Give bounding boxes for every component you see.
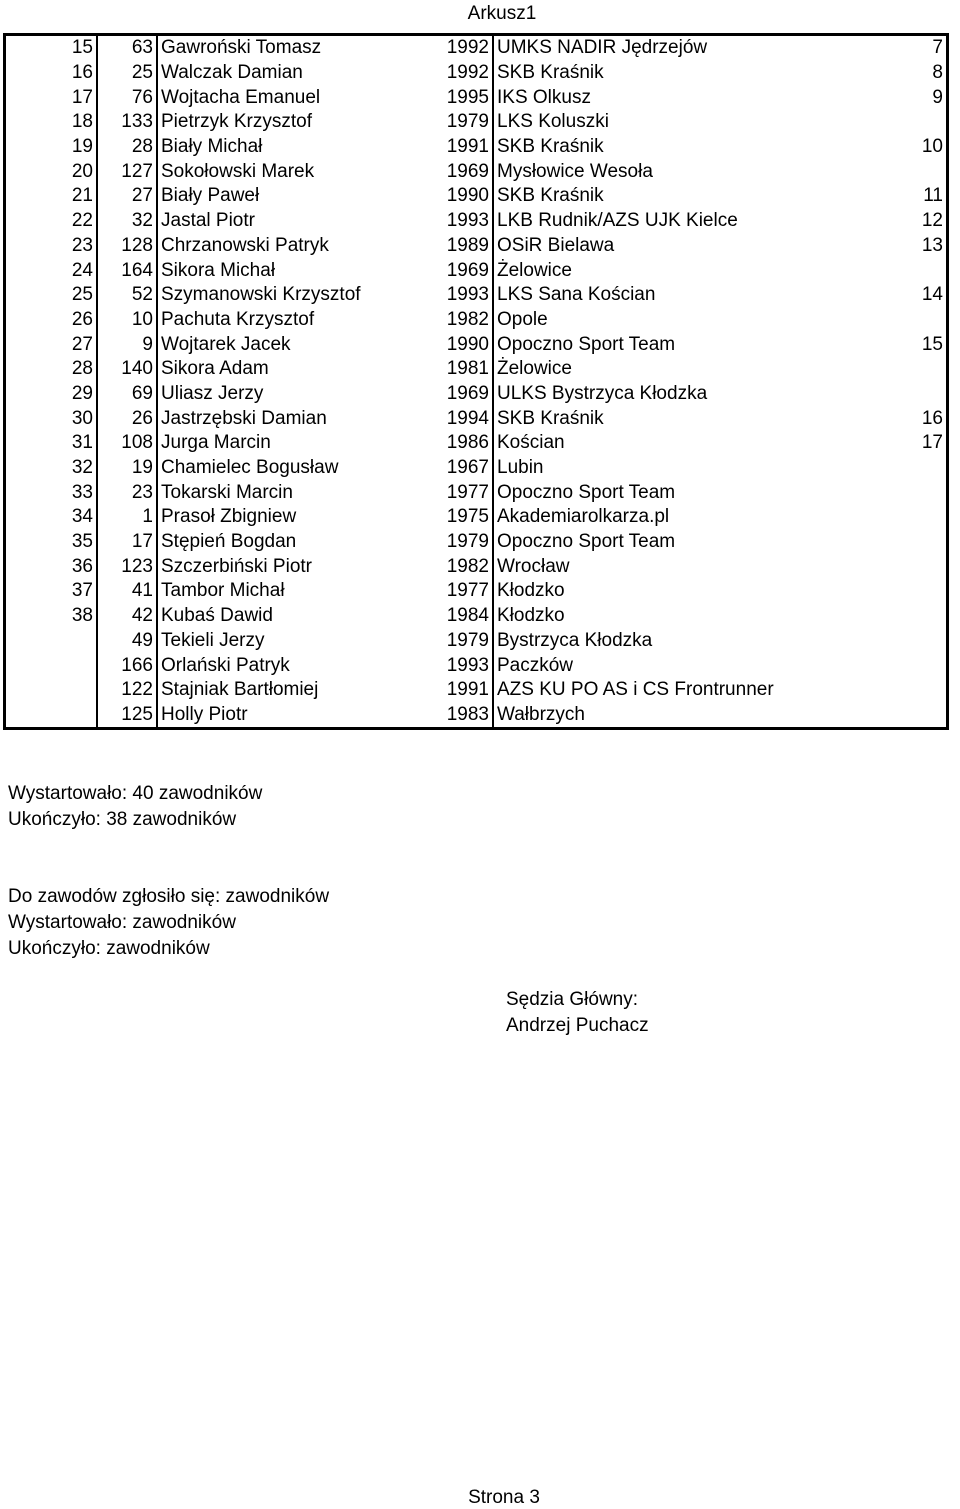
birth-year-cell: 1992 [442,35,493,61]
results-table-body [5,35,948,729]
table-row [5,629,948,654]
birth-year-cell: 1969 [442,159,493,184]
club-cell: Opole [497,308,548,330]
competitor-name-cell: Wojtacha Emanuel [161,86,321,108]
place-cell: 17 [5,85,98,110]
competitor-name-cell: Stajniak Bartłomiej [161,679,319,701]
table-row [5,110,948,135]
place-cell: 36 [5,554,98,579]
table-row [5,456,948,481]
place-cell: 38 [5,604,98,629]
bib-number-cell: 76 [97,85,157,110]
table-row [5,85,948,110]
place-cell: 31 [5,431,98,456]
category-place-cell [840,678,948,703]
competitor-name-cell: Chrzanowski Patryk [161,234,329,256]
bib-number-cell: 49 [97,629,157,654]
table-row [5,61,948,86]
competitor-name-cell: Orlański Patryk [161,654,290,676]
category-place-cell [840,629,948,654]
birth-year-cell: 1979 [442,530,493,555]
place-cell: 19 [5,135,98,160]
chief-judge-title: Sędzia Główny: [506,989,639,1010]
bib-number-cell: 123 [97,554,157,579]
birth-year-cell: 1993 [442,653,493,678]
table-row [5,554,948,579]
place-cell: 30 [5,406,98,431]
club-cell: Paczków [497,654,574,676]
place-cell [5,678,98,703]
bib-number-cell: 23 [97,480,157,505]
club-cell: Lubin [497,457,544,479]
bib-number-cell: 26 [97,406,157,431]
category-place-cell: 16 [921,407,943,429]
table-row [5,480,948,505]
category-place-cell: 14 [921,284,943,306]
bib-number-cell: 108 [97,431,157,456]
club-cell: IKS Olkusz [497,86,591,108]
club-cell: Kościan [497,432,565,454]
birth-year-cell: 1989 [442,234,493,259]
finished-count-text: Ukończyło: 38 zawodników [8,809,237,830]
table-row [5,234,948,259]
table-row [5,678,948,703]
category-place-cell [840,604,948,629]
club-cell: Żelowice [497,358,572,380]
bib-number-cell: 9 [97,332,157,357]
table-row [5,332,948,357]
club-cell: Żelowice [497,259,572,281]
competitor-name-cell: Biały Michał [161,136,263,158]
bib-number-cell: 1 [97,505,157,530]
competitor-name-cell: Holly Piotr [161,703,248,725]
category-place-cell: 7 [932,37,943,59]
category-place-cell [840,554,948,579]
table-row [5,530,948,555]
started-count-text: Wystartowało: 40 zawodników [8,783,263,804]
bib-number-cell: 166 [97,653,157,678]
birth-year-cell: 1969 [442,382,493,407]
birth-year-cell: 1967 [442,456,493,481]
club-cell: Mysłowice Wesoła [497,160,653,182]
bib-number-cell: 32 [97,209,157,234]
bib-number-cell: 69 [97,382,157,407]
club-cell: ULKS Bystrzyca Kłodzka [497,382,708,404]
table-row [5,135,948,160]
club-cell: OSiR Bielawa [497,234,615,256]
category-place-cell: 10 [921,136,943,158]
bib-number-cell: 10 [97,308,157,333]
place-cell: 21 [5,184,98,209]
table-row [5,308,948,333]
birth-year-cell: 1977 [442,579,493,604]
place-cell: 15 [5,35,98,61]
club-cell: Opoczno Sport Team [497,481,676,503]
results-table [3,33,949,730]
place-cell: 18 [5,110,98,135]
birth-year-cell: 1984 [442,604,493,629]
table-row [5,579,948,604]
category-place-cell [840,505,948,530]
club-cell: Opoczno Sport Team [497,531,676,553]
club-cell: LKS Koluszki [497,111,609,133]
birth-year-cell: 1990 [442,332,493,357]
bib-number-cell: 140 [97,357,157,382]
table-row [5,209,948,234]
club-cell: LKS Sana Kościan [497,284,656,306]
category-place-cell: 8 [932,62,943,84]
competitor-name-cell: Walczak Damian [161,62,303,84]
bib-number-cell: 63 [97,35,157,61]
competitor-name-cell: Sikora Adam [161,358,269,380]
bib-number-cell: 128 [97,234,157,259]
table-row [5,258,948,283]
club-cell: Kłodzko [497,580,565,602]
category-place-cell: 11 [923,185,943,207]
birth-year-cell: 1977 [442,480,493,505]
club-cell: Wrocław [497,555,570,577]
category-place-cell [840,110,948,135]
birth-year-cell: 1990 [442,184,493,209]
birth-year-cell: 1992 [442,61,493,86]
competitor-name-cell: Jastal Piotr [161,210,255,232]
competitor-name-cell: Jurga Marcin [161,432,271,454]
birth-year-cell: 1986 [442,431,493,456]
place-cell: 20 [5,159,98,184]
place-cell: 22 [5,209,98,234]
club-cell: SKB Kraśnik [497,136,604,158]
birth-year-cell: 1991 [442,135,493,160]
birth-year-cell: 1975 [442,505,493,530]
category-place-cell [840,357,948,382]
bib-number-cell: 127 [97,159,157,184]
place-cell: 34 [5,505,98,530]
place-cell [5,629,98,654]
club-cell: SKB Kraśnik [497,407,604,429]
birth-year-cell: 1991 [442,678,493,703]
category-place-cell [840,308,948,333]
chief-judge-block [506,987,649,1039]
category-place-cell [840,258,948,283]
category-place-cell [840,456,948,481]
competitor-name-cell: Tekieli Jerzy [161,629,265,651]
place-cell: 28 [5,357,98,382]
registration-finished-text: Ukończyło: zawodników [8,938,210,959]
bib-number-cell: 28 [97,135,157,160]
category-place-cell [840,703,948,729]
table-row [5,653,948,678]
competitor-name-cell: Prasoł Zbigniew [161,506,297,528]
bib-number-cell: 122 [97,678,157,703]
birth-year-cell: 1993 [442,209,493,234]
registration-started-text: Wystartowało: zawodników [8,912,236,933]
race-summary [8,781,262,833]
bib-number-cell: 19 [97,456,157,481]
category-place-cell [840,159,948,184]
bib-number-cell: 125 [97,703,157,729]
table-row [5,357,948,382]
competitor-name-cell: Stępień Bogdan [161,531,297,553]
category-place-cell: 17 [921,432,943,454]
bib-number-cell: 42 [97,604,157,629]
table-row [5,703,948,729]
competitor-name-cell: Tambor Michał [161,580,285,602]
category-place-cell: 9 [932,86,943,108]
place-cell: 35 [5,530,98,555]
competitor-name-cell: Tokarski Marcin [161,481,293,503]
birth-year-cell: 1983 [442,703,493,729]
place-cell [5,653,98,678]
competitor-name-cell: Kubaś Dawid [161,605,273,627]
club-cell: Opoczno Sport Team [497,333,676,355]
birth-year-cell: 1979 [442,110,493,135]
place-cell: 25 [5,283,98,308]
table-row [5,406,948,431]
birth-year-cell: 1994 [442,406,493,431]
club-cell: LKB Rudnik/AZS UJK Kielce [497,210,738,232]
category-place-cell [840,653,948,678]
place-cell: 37 [5,579,98,604]
competitor-name-cell: Pachuta Krzysztof [161,308,315,330]
category-place-cell [840,382,948,407]
category-place-cell: 12 [921,210,943,232]
birth-year-cell: 1993 [442,283,493,308]
place-cell [5,703,98,729]
place-cell: 24 [5,258,98,283]
sheet-title: Arkusz1 [467,3,537,24]
registered-text: Do zawodów zgłosiło się: zawodników [8,886,330,907]
club-cell: AZS KU PO AS i CS Frontrunner [497,679,774,701]
club-cell: Wałbrzych [497,703,585,725]
club-cell: Kłodzko [497,605,565,627]
page-number: Strona 3 [468,1487,540,1508]
category-place-cell [840,530,948,555]
table-row [5,431,948,456]
place-cell: 32 [5,456,98,481]
birth-year-cell: 1982 [442,308,493,333]
category-place-cell: 15 [921,333,943,355]
place-cell: 33 [5,480,98,505]
bib-number-cell: 52 [97,283,157,308]
birth-year-cell: 1982 [442,554,493,579]
competitor-name-cell: Uliasz Jerzy [161,382,264,404]
category-place-cell: 13 [921,234,943,256]
birth-year-cell: 1995 [442,85,493,110]
category-place-cell [840,480,948,505]
birth-year-cell: 1979 [442,629,493,654]
place-cell: 23 [5,234,98,259]
table-row [5,184,948,209]
club-cell: Akademiarolkarza.pl [497,506,670,528]
competitor-name-cell: Szymanowski Krzysztof [161,284,361,306]
place-cell: 16 [5,61,98,86]
table-row [5,604,948,629]
bib-number-cell: 27 [97,184,157,209]
bib-number-cell: 164 [97,258,157,283]
table-row [5,283,948,308]
category-place-cell [840,579,948,604]
place-cell: 26 [5,308,98,333]
club-cell: SKB Kraśnik [497,185,604,207]
table-row [5,505,948,530]
birth-year-cell: 1969 [442,258,493,283]
club-cell: UMKS NADIR Jędrzejów [497,37,708,59]
club-cell: Bystrzyca Kłodzka [497,629,653,651]
bib-number-cell: 25 [97,61,157,86]
table-row [5,382,948,407]
competitor-name-cell: Pietrzyk Krzysztof [161,111,312,133]
registration-summary [8,884,329,962]
competitor-name-cell: Wojtarek Jacek [161,333,291,355]
place-cell: 27 [5,332,98,357]
birth-year-cell: 1981 [442,357,493,382]
competitor-name-cell: Chamielec Bogusław [161,457,339,479]
bib-number-cell: 41 [97,579,157,604]
table-row [5,159,948,184]
competitor-name-cell: Biały Paweł [161,185,260,207]
bib-number-cell: 133 [97,110,157,135]
competitor-name-cell: Sokołowski Marek [161,160,315,182]
place-cell: 29 [5,382,98,407]
competitor-name-cell: Gawroński Tomasz [161,37,322,59]
bib-number-cell: 17 [97,530,157,555]
competitor-name-cell: Sikora Michał [161,259,276,281]
competitor-name-cell: Jastrzębski Damian [161,407,327,429]
chief-judge-name: Andrzej Puchacz [506,1015,649,1036]
club-cell: SKB Kraśnik [497,62,604,84]
table-row [5,35,948,61]
competitor-name-cell: Szczerbiński Piotr [161,555,312,577]
